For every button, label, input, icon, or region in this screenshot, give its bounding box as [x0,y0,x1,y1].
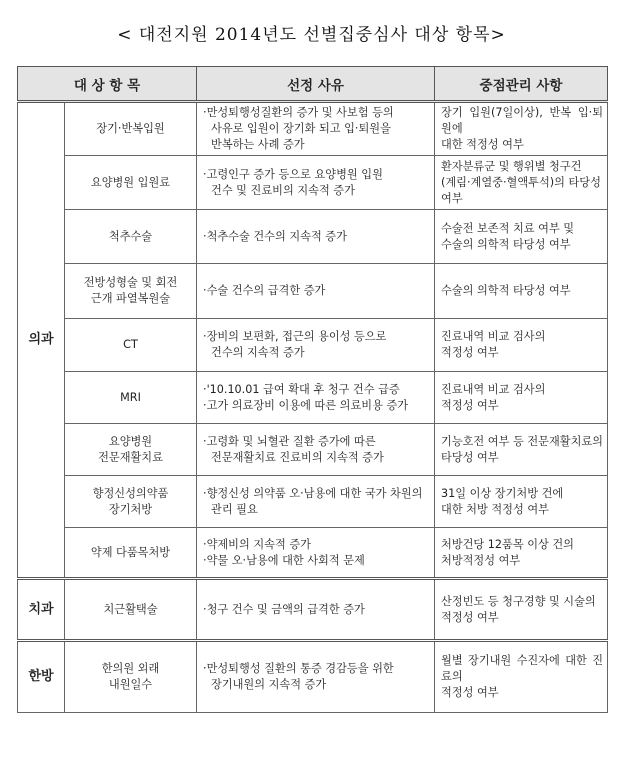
table-row [18,372,608,424]
selection-reason-cell-line: 장기내원의 지속적 증가 [211,678,327,691]
management-focus-cell-line: 환자분류군 및 행위별 청구건 [441,159,582,173]
target-item-cell [65,102,197,156]
target-item-cell-line: 장기처방 [108,502,153,516]
management-focus-cell [435,528,608,579]
target-item-cell-line: CT [123,338,138,351]
selection-reason-cell-line: ·장비의 보편화, 접근의 용이성 등으로 [203,330,387,343]
target-item-cell-line: 치근활택술 [103,602,158,616]
selection-reason-cell-line: 전문재활치료 진료비의 지속적 증가 [211,450,384,464]
target-item-cell [65,579,197,641]
target-item-cell [65,476,197,528]
selection-reason-cell [197,476,435,528]
selection-reason-cell-line: ·수술 건수의 급격한 증가 [203,284,326,297]
management-focus-cell-line: 처방건당 12품목 이상 건의 [441,537,574,551]
screening-items-table [17,66,608,713]
target-item-cell-line: 장기·반복입원 [96,122,165,135]
management-focus-cell-line: 처방적정성 여부 [441,553,521,567]
header-selection-reason: 선정 사유 [197,67,435,102]
management-focus-cell-line: 적정성 여부 [441,610,499,624]
selection-reason-cell-line: ·고령화 및 뇌혈관 질환 증가에 따른 [203,434,376,448]
management-focus-cell [435,319,608,372]
selection-reason-cell-line: 사유로 입원이 장기화 되고 입·퇴원을 [211,122,391,135]
selection-reason-cell-line: ·약제비의 지속적 증가 [203,537,311,551]
management-focus-cell-line: 수술의 의학적 타당성 여부 [441,237,571,251]
target-item-cell [65,528,197,579]
management-focus-cell [435,476,608,528]
target-item-cell-line: 전방성형술 및 회전 [83,276,178,289]
selection-reason-cell-line: ·'10.10.01 급여 확대 후 청구 건수 급증 [203,382,400,396]
table-row [18,210,608,264]
table-row [18,264,608,319]
management-focus-cell-line: 진료내역 비교 검사의 [441,382,546,396]
category-cell: 치과 [18,579,65,641]
selection-reason-cell [197,641,435,713]
management-focus-cell [435,210,608,264]
selection-reason-cell-line: ·약물 오·남용에 대한 사회적 문제 [203,553,365,567]
management-focus-cell [435,102,608,156]
header-target-item: 대 상 항 목 [18,67,197,102]
management-focus-cell [435,424,608,476]
target-item-cell [65,319,197,372]
target-item-cell-line: 내원일수 [108,678,153,691]
target-item-cell [65,424,197,476]
document-title: < 대전지원 2014년도 선별집중심사 대상 항목> [117,25,506,45]
selection-reason-cell-line: ·고령인구 증가 등으로 요양병원 입원 [203,167,383,181]
management-focus-cell-line: 적정성 여부 [441,686,499,699]
management-focus-cell-line: 대한 적정성 여부 [441,138,524,151]
management-focus-cell-line: 산정빈도 등 청구경향 및 시술의 [441,594,596,608]
management-focus-cell-line: 대한 처방 적정성 여부 [441,502,549,516]
table-row [18,641,608,713]
table-row [18,319,608,372]
target-item-cell-line: 향정신성의약품 [92,486,169,500]
selection-reason-cell-line: 관리 필요 [211,502,258,516]
management-focus-cell [435,641,608,713]
selection-reason-cell-line: ·고가 의료장비 이용에 따른 의료비용 증가 [203,398,409,412]
selection-reason-cell-line: 건수 및 진료비의 지속적 증가 [211,183,355,197]
management-focus-cell-line: 수술의 의학적 타당성 여부 [441,284,571,297]
table-row [18,424,608,476]
selection-reason-cell-line: ·만성퇴행성 질환의 통증 경감등을 위한 [203,662,394,675]
table-row [18,528,608,579]
table-row [18,476,608,528]
table-row [18,102,608,156]
target-item-cell [65,264,197,319]
management-focus-cell-line: 적정성 여부 [441,398,499,412]
target-item-cell [65,641,197,713]
selection-reason-cell-line: 반복하는 사례 증가 [211,138,305,151]
management-focus-cell-line: (계림·계열중·혈액투석)의 타당성 [441,175,601,189]
selection-reason-cell-line: ·청구 건수 및 금액의 급격한 증가 [203,602,365,616]
selection-reason-cell [197,102,435,156]
selection-reason-cell [197,424,435,476]
management-focus-cell [435,264,608,319]
table-row [18,579,608,641]
target-item-cell-line: 요양병원 입원료 [90,175,171,189]
target-item-cell-line: 약제 다품목처방 [90,545,171,559]
selection-reason-cell [197,528,435,579]
selection-reason-cell [197,210,435,264]
selection-reason-cell [197,156,435,210]
management-focus-cell-line: 월별 장기내원 수진자에 대한 진료의 [441,654,604,683]
target-item-cell-line: 척추수술 [108,229,153,243]
target-item-cell-line: 근개 파열복원술 [90,292,171,305]
selection-reason-cell-line: ·향정신성 의약품 오·남용에 대한 국가 차원의 [203,486,423,500]
selection-reason-cell-line: 건수의 지속적 증가 [211,346,305,359]
management-focus-cell-line: 수술전 보존적 치료 여부 및 [441,221,575,235]
category-cell: 한방 [18,641,65,713]
management-focus-cell [435,372,608,424]
target-item-cell-line: 한의원 외래 [101,662,160,675]
target-item-cell-line: 전문재활치료 [98,450,163,464]
management-focus-cell-line: 타당성 여부 [441,450,499,464]
target-item-cell [65,372,197,424]
header-management-focus: 중점관리 사항 [435,67,608,102]
management-focus-cell-line: 여부 [441,191,463,205]
category-cell: 의과 [18,102,65,579]
selection-reason-cell [197,319,435,372]
target-item-cell [65,210,197,264]
target-item-cell [65,156,197,210]
management-focus-cell-line: 진료내역 비교 검사의 [441,330,546,343]
selection-reason-cell-line: ·척추수술 건수의 지속적 증가 [203,229,347,243]
management-focus-cell-line: 적정성 여부 [441,346,499,359]
table-row [18,156,608,210]
management-focus-cell [435,156,608,210]
management-focus-cell-line: 기능호전 여부 등 전문재활치료의 [441,434,603,448]
selection-reason-cell [197,264,435,319]
selection-reason-cell-line: ·만성퇴행성질환의 증가 및 사보험 등의 [203,106,394,119]
target-item-cell-line: MRI [120,390,141,404]
management-focus-cell [435,579,608,641]
table-header-row [18,67,608,102]
selection-reason-cell [197,579,435,641]
target-item-cell-line: 요양병원 [108,434,153,448]
selection-reason-cell [197,372,435,424]
management-focus-cell-line: 장기 입원(7일이상), 반복 입·퇴원에 [441,106,604,135]
management-focus-cell-line: 31일 이상 장기처방 건에 [441,486,564,500]
